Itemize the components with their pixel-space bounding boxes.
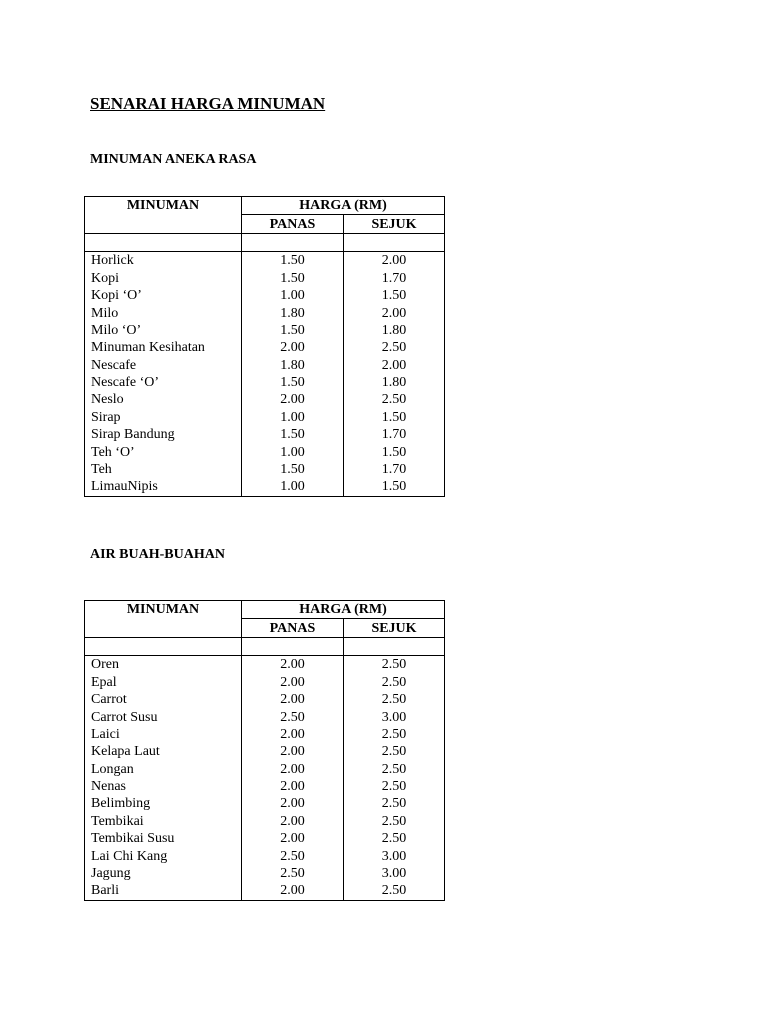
column-header-drink: MINUMAN	[85, 197, 242, 215]
price-cold-cell: 2.00	[344, 304, 445, 321]
price-hot-cell: 1.00	[242, 287, 344, 304]
table-row	[85, 761, 445, 778]
blank-cell	[344, 637, 445, 655]
price-hot-cell: 2.50	[242, 708, 344, 725]
drink-name-cell: LimauNipis	[85, 478, 242, 496]
table-row	[85, 443, 445, 460]
drink-name-cell: Barli	[85, 882, 242, 900]
price-hot-cell: 2.00	[242, 391, 344, 408]
section-heading-aneka-rasa: MINUMAN ANEKA RASA	[90, 152, 257, 167]
price-hot-cell: 2.00	[242, 726, 344, 743]
price-table-buah-buahan	[84, 600, 445, 901]
price-hot-cell: 1.50	[242, 374, 344, 391]
price-table-aneka-rasa	[84, 196, 445, 497]
table-row	[85, 778, 445, 795]
price-cold-cell: 2.50	[344, 743, 445, 760]
table-row	[85, 339, 445, 356]
table-row	[85, 830, 445, 847]
table-row	[85, 304, 445, 321]
table-row	[85, 708, 445, 725]
drink-name-cell: Jagung	[85, 865, 242, 882]
drink-name-cell: Teh ‘O’	[85, 443, 242, 460]
price-cold-cell: 1.50	[344, 478, 445, 496]
table-row	[85, 391, 445, 408]
price-cold-cell: 1.50	[344, 409, 445, 426]
drink-name-cell: Sirap	[85, 409, 242, 426]
price-hot-cell: 2.00	[242, 761, 344, 778]
price-hot-cell: 2.00	[242, 795, 344, 812]
drink-name-cell: Minuman Kesihatan	[85, 339, 242, 356]
price-hot-cell: 1.00	[242, 478, 344, 496]
table-row	[85, 252, 445, 270]
price-hot-cell: 2.00	[242, 743, 344, 760]
price-cold-cell: 2.50	[344, 813, 445, 830]
price-cold-cell: 1.80	[344, 322, 445, 339]
table-row	[85, 426, 445, 443]
price-cold-cell: 2.50	[344, 339, 445, 356]
price-hot-cell: 1.80	[242, 357, 344, 374]
price-hot-cell: 2.00	[242, 339, 344, 356]
price-cold-cell: 3.00	[344, 865, 445, 882]
price-hot-cell: 1.00	[242, 409, 344, 426]
price-hot-cell: 2.00	[242, 691, 344, 708]
page-title: SENARAI HARGA MINUMAN	[90, 94, 326, 113]
table-row	[85, 674, 445, 691]
price-cold-cell: 1.70	[344, 426, 445, 443]
price-cold-cell: 3.00	[344, 847, 445, 864]
price-cold-cell: 2.50	[344, 778, 445, 795]
price-hot-cell: 1.00	[242, 443, 344, 460]
drink-name-cell: Kopi	[85, 270, 242, 287]
table-row	[85, 813, 445, 830]
price-hot-cell: 1.50	[242, 322, 344, 339]
table-row	[85, 726, 445, 743]
price-cold-cell: 1.50	[344, 287, 445, 304]
column-header-price: HARGA (RM)	[242, 601, 445, 619]
price-cold-cell: 2.50	[344, 391, 445, 408]
table-body	[85, 637, 445, 900]
column-header-blank	[85, 215, 242, 233]
table-row	[85, 865, 445, 882]
table-row	[85, 478, 445, 496]
price-cold-cell: 2.50	[344, 726, 445, 743]
price-hot-cell: 1.50	[242, 252, 344, 270]
price-hot-cell: 1.50	[242, 270, 344, 287]
price-cold-cell: 2.50	[344, 761, 445, 778]
column-header-cold: SEJUK	[344, 215, 445, 233]
blank-cell	[85, 233, 242, 251]
drink-name-cell: Oren	[85, 656, 242, 674]
price-hot-cell: 1.50	[242, 461, 344, 478]
column-header-price: HARGA (RM)	[242, 197, 445, 215]
table-row	[85, 743, 445, 760]
drink-name-cell: Lai Chi Kang	[85, 847, 242, 864]
price-cold-cell: 2.50	[344, 656, 445, 674]
blank-cell	[242, 637, 344, 655]
price-hot-cell: 2.50	[242, 865, 344, 882]
price-hot-cell: 1.80	[242, 304, 344, 321]
price-cold-cell: 1.50	[344, 443, 445, 460]
price-cold-cell: 1.70	[344, 461, 445, 478]
column-header-drink: MINUMAN	[85, 601, 242, 619]
blank-cell	[344, 233, 445, 251]
drink-name-cell: Tembikai Susu	[85, 830, 242, 847]
table-row	[85, 322, 445, 339]
section-heading-buah-buahan: AIR BUAH-BUAHAN	[90, 547, 225, 562]
table-body	[85, 233, 445, 496]
table-row	[85, 409, 445, 426]
column-header-blank	[85, 619, 242, 637]
column-header-cold: SEJUK	[344, 619, 445, 637]
drink-name-cell: Longan	[85, 761, 242, 778]
price-cold-cell: 2.50	[344, 795, 445, 812]
drink-name-cell: Sirap Bandung	[85, 426, 242, 443]
table-row	[85, 847, 445, 864]
drink-name-cell: Carrot Susu	[85, 708, 242, 725]
blank-cell	[242, 233, 344, 251]
table-row	[85, 287, 445, 304]
drink-name-cell: Milo	[85, 304, 242, 321]
column-header-hot: PANAS	[242, 619, 344, 637]
price-cold-cell: 1.80	[344, 374, 445, 391]
price-cold-cell: 2.50	[344, 674, 445, 691]
price-cold-cell: 2.50	[344, 882, 445, 900]
price-hot-cell: 2.00	[242, 813, 344, 830]
price-hot-cell: 2.00	[242, 656, 344, 674]
drink-name-cell: Teh	[85, 461, 242, 478]
table-row	[85, 461, 445, 478]
price-hot-cell: 1.50	[242, 426, 344, 443]
table-row	[85, 270, 445, 287]
price-cold-cell: 2.50	[344, 691, 445, 708]
drink-name-cell: Nenas	[85, 778, 242, 795]
blank-row	[85, 233, 445, 251]
price-hot-cell: 2.00	[242, 674, 344, 691]
price-cold-cell: 2.00	[344, 357, 445, 374]
price-hot-cell: 2.00	[242, 778, 344, 795]
drink-name-cell: Nescafe	[85, 357, 242, 374]
table-row	[85, 374, 445, 391]
drink-name-cell: Belimbing	[85, 795, 242, 812]
table-row	[85, 882, 445, 900]
blank-row	[85, 637, 445, 655]
table-row	[85, 795, 445, 812]
blank-cell	[85, 637, 242, 655]
table-row	[85, 357, 445, 374]
drink-name-cell: Kelapa Laut	[85, 743, 242, 760]
table-row	[85, 656, 445, 674]
column-header-hot: PANAS	[242, 215, 344, 233]
drink-name-cell: Neslo	[85, 391, 242, 408]
drink-name-cell: Nescafe ‘O’	[85, 374, 242, 391]
price-cold-cell: 2.50	[344, 830, 445, 847]
drink-name-cell: Tembikai	[85, 813, 242, 830]
drink-name-cell: Kopi ‘O’	[85, 287, 242, 304]
drink-name-cell: Carrot	[85, 691, 242, 708]
price-hot-cell: 2.50	[242, 847, 344, 864]
drink-name-cell: Horlick	[85, 252, 242, 270]
price-hot-cell: 2.00	[242, 882, 344, 900]
drink-name-cell: Milo ‘O’	[85, 322, 242, 339]
price-cold-cell: 2.00	[344, 252, 445, 270]
drink-name-cell: Laici	[85, 726, 242, 743]
drink-name-cell: Epal	[85, 674, 242, 691]
price-hot-cell: 2.00	[242, 830, 344, 847]
table-row	[85, 691, 445, 708]
price-cold-cell: 1.70	[344, 270, 445, 287]
price-cold-cell: 3.00	[344, 708, 445, 725]
